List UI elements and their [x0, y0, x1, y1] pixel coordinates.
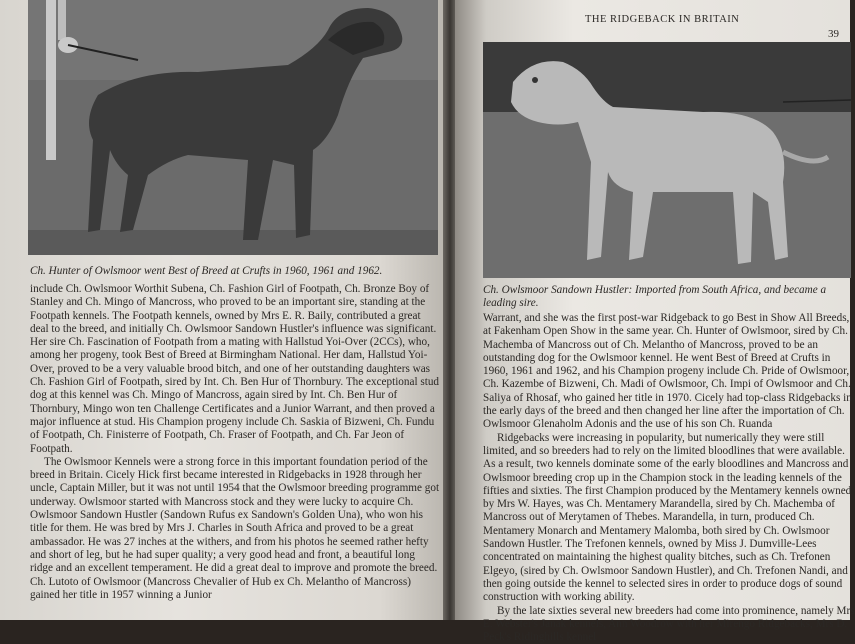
right-caption: Ch. Owlsmoor Sandown Hustler: Imported from South Africa, and became a leading sire.: [483, 284, 827, 309]
left-caption: Ch. Hunter of Owlsmoor went Best of Breed at Crufts in 1960, 1961 and 1962.: [30, 265, 383, 277]
page-number: 39: [828, 28, 839, 40]
left-paragraph-1: include Ch. Owlsmoor Worthit Subena, Ch. Fashion Girl of Footpath, Ch. Bronze Boy of Stanley and Ch. Mingo of Mancross, who proved to be an important sire, standing at the Footpath kennels. The Footpath kennels, owned by Mrs E. R. Baily, contributed a great deal to the breed, and initially Ch. Owlsmoor Sandown Hustler's influence was significant. Her sire Ch. Fascination of Footpath from a mating with Hallstud Yoi-Over (2CCs), who, among her progeny, took Best of Breed at Birmingham National. Her dam, Hallstud Yoi-Over, proved to be a very valuable brood bitch, and one of her outstanding daughters was Ch. Fashion Girl of Footpath, sired by Int. Ch. Ben Hur of Thornbury. The exceptional stud dog at this kennel was Ch. Mingo of Mancross, again sired by Int. Ch. Ben Hur of Thornbury, Mingo won ten Challenge Certificates and a Junior Warrant, and then proved a major influence at stud. His Champion progeny include Ch. Saskia of Bizweni, Ch. Fundu of Footpath, Ch. Finisterre of Footpath, Ch. Fraser of Footpath, and Ch. Far Jeon of Footpath.: [30, 283, 440, 455]
running-head: THE RIDGEBACK IN BRITAIN: [585, 14, 740, 25]
right-body: [483, 312, 855, 644]
photo-sandown-hustler: [483, 42, 851, 278]
photo-hunter-of-owlsmoor: [28, 0, 438, 255]
left-body: [30, 283, 440, 602]
left-paragraph-2: The Owlsmoor Kennels were a strong force in this important foundation period of the breed in Britain. Cicely Hick first became interested in Ridgebacks in 1928 through her uncle, Captain Miller, but it was not until 1954 that the Owlsmoor breeding programme got underway. Owlsmoor started with Mancross stock and they were lucky to acquire Ch. Owlsmoor Sandown Hustler (Sandown Rufus ex Sandown's Golden Una), who won his title for them. He was bred by Mrs J. Charles in South Africa and proved to be a great ambassador. He was 27 inches at the withers, and from his photos he seemed rather hefty and short of leg, but he had super quality; a very good head and front, a beautiful long ridge and an excellent temperament. He did a great deal to improve and promote the breed. Ch. Lutoto of Owlsmoor (Mancross Chevalier of Hub ex Ch. Melantho of Mancross) gained her title in 1957 winning a Junior: [30, 455, 440, 601]
right-page: [455, 0, 855, 644]
right-paragraph-1: Warrant, and she was the first post-war Ridgeback to go Best in Show All Breeds, at Fakenham Open Show in the same year. Ch. Hunter of Owlsmoor, sired by Ch. Machemba of Mancross out of Ch. Melantho of Mancross, proved to be an outstanding dog for the Owlsmoor kennel. He went Best of Breed at Crufts in 1960, 1961 and 1962, and his Champion progeny include Ch. Pride of Owlsmoor, Ch. Kazembe of Bizweni, Ch. Madi of Owlsmoor, Ch. Impi of Owlsmoor and Ch. Saliya of Rhosaf, who gained her title in 1970. Cicely had top-class Ridgebacks in the early days of the breed and then changed her line after the importation of Ch. Owlsmoor Glenaholm Adonis and the use of his son Ch. Ruanda: [483, 312, 852, 431]
right-paragraph-2: Ridgebacks were increasing in popularity, but numerically they were still limited, and so breeders had to rely on the limited bloodlines that were available. As a result, two kennels dominate some of the early bloodlines and Mancross and Owlsmoor breeding crop up in the Champion stock in the leading kennels of the fifties and sixties. The first Champion produced by the Mentamery kennels owned by Mrs W. Hayes, was Ch. Mentamery Marandella, sired by Ch. Machemba of Mancross out of Merytamen of Thebes. Marandella, in turn, produced Ch. Mentamery Monarch and Mentamery Malomba, both sired by Ch. Owlsmoor Sandown Hustler. The Trefonen kennels, owned by Miss J. Dumville-Lees concentrated on maintaining the highest quality bitches, such as Ch. Trefonen Elgeyo, (sired by Ch. Owlsmoor Sandown Hustler), and Ch. Trefonen Nandi, and then going outside the kennel to selected sires in order to produce dogs of sound construction with working ability.: [483, 431, 852, 604]
right-paragraph-3: By the late sixties several new breeders had come into prominence, namely Mrs E. Webster's Janak kennels, Ann Woodrow with her Mirengo Ridgebacks, Mrs D. Peck's Ridinghills kennel: [483, 604, 855, 644]
